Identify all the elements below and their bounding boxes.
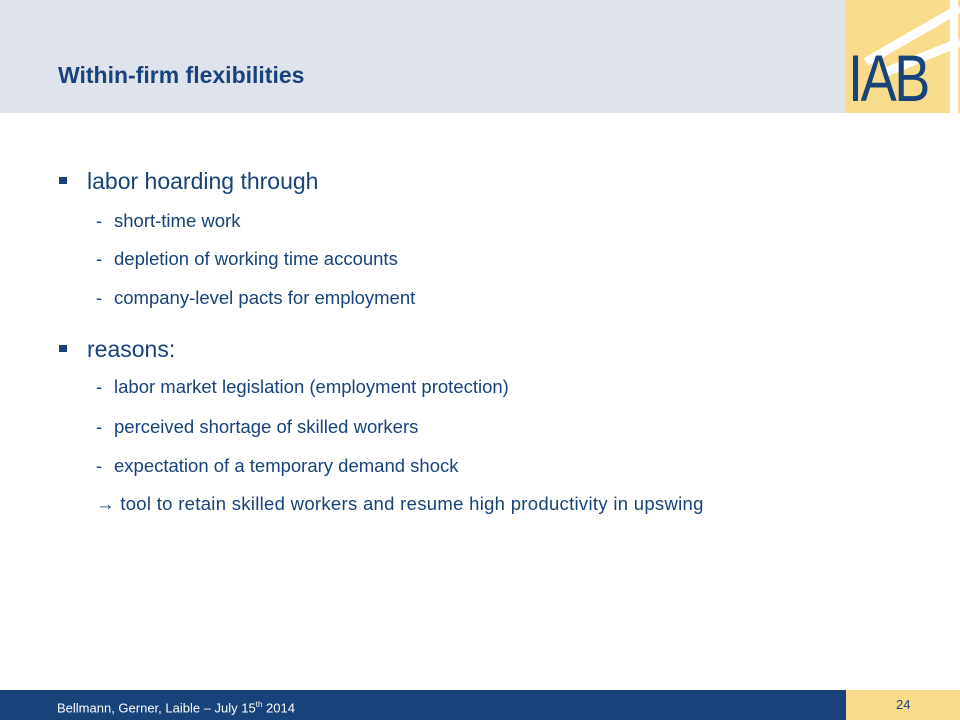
slide-header (0, 0, 846, 113)
footer-authors (57, 697, 295, 716)
dash-icon: - (96, 287, 103, 308)
list-item (96, 208, 240, 234)
logo-text: IAB (848, 41, 928, 115)
list-item (96, 453, 459, 479)
bullet-item: reasons: (87, 336, 176, 362)
dash-icon: - (96, 210, 103, 231)
slide-title: Within-firm flexibilities (58, 62, 305, 88)
list-item (96, 285, 415, 311)
list-item (96, 246, 398, 272)
bullet-square-icon (59, 345, 67, 352)
list-item-text: labor market legislation (employment protection) (114, 376, 509, 397)
dash-icon: - (96, 455, 103, 476)
list-item-text: short-time work (114, 210, 241, 231)
dash-icon: - (96, 416, 103, 437)
conclusion-text: tool to retain skilled workers and resume high productivity in upswing (120, 493, 704, 514)
list-item-text: company-level pacts for employment (114, 287, 416, 308)
dash-icon: - (96, 376, 103, 397)
dash-icon: - (96, 248, 103, 269)
page-number: 24 (896, 697, 911, 712)
conclusion (96, 488, 776, 520)
bullet-square-icon (59, 177, 67, 184)
footer-authors-text: Bellmann, Gerner, Laible – July 15 (57, 700, 256, 716)
list-item-text: depletion of working time accounts (114, 248, 398, 269)
arrow-icon: → (96, 493, 115, 514)
list-item-text: expectation of a temporary demand shock (114, 455, 459, 476)
bullet-item: labor hoarding through (87, 168, 319, 194)
list-item-text: perceived shortage of skilled workers (114, 416, 419, 437)
footer-year: 2014 (266, 700, 295, 716)
date-suffix: th (255, 700, 263, 709)
list-item (96, 414, 418, 440)
list-item (96, 374, 509, 400)
